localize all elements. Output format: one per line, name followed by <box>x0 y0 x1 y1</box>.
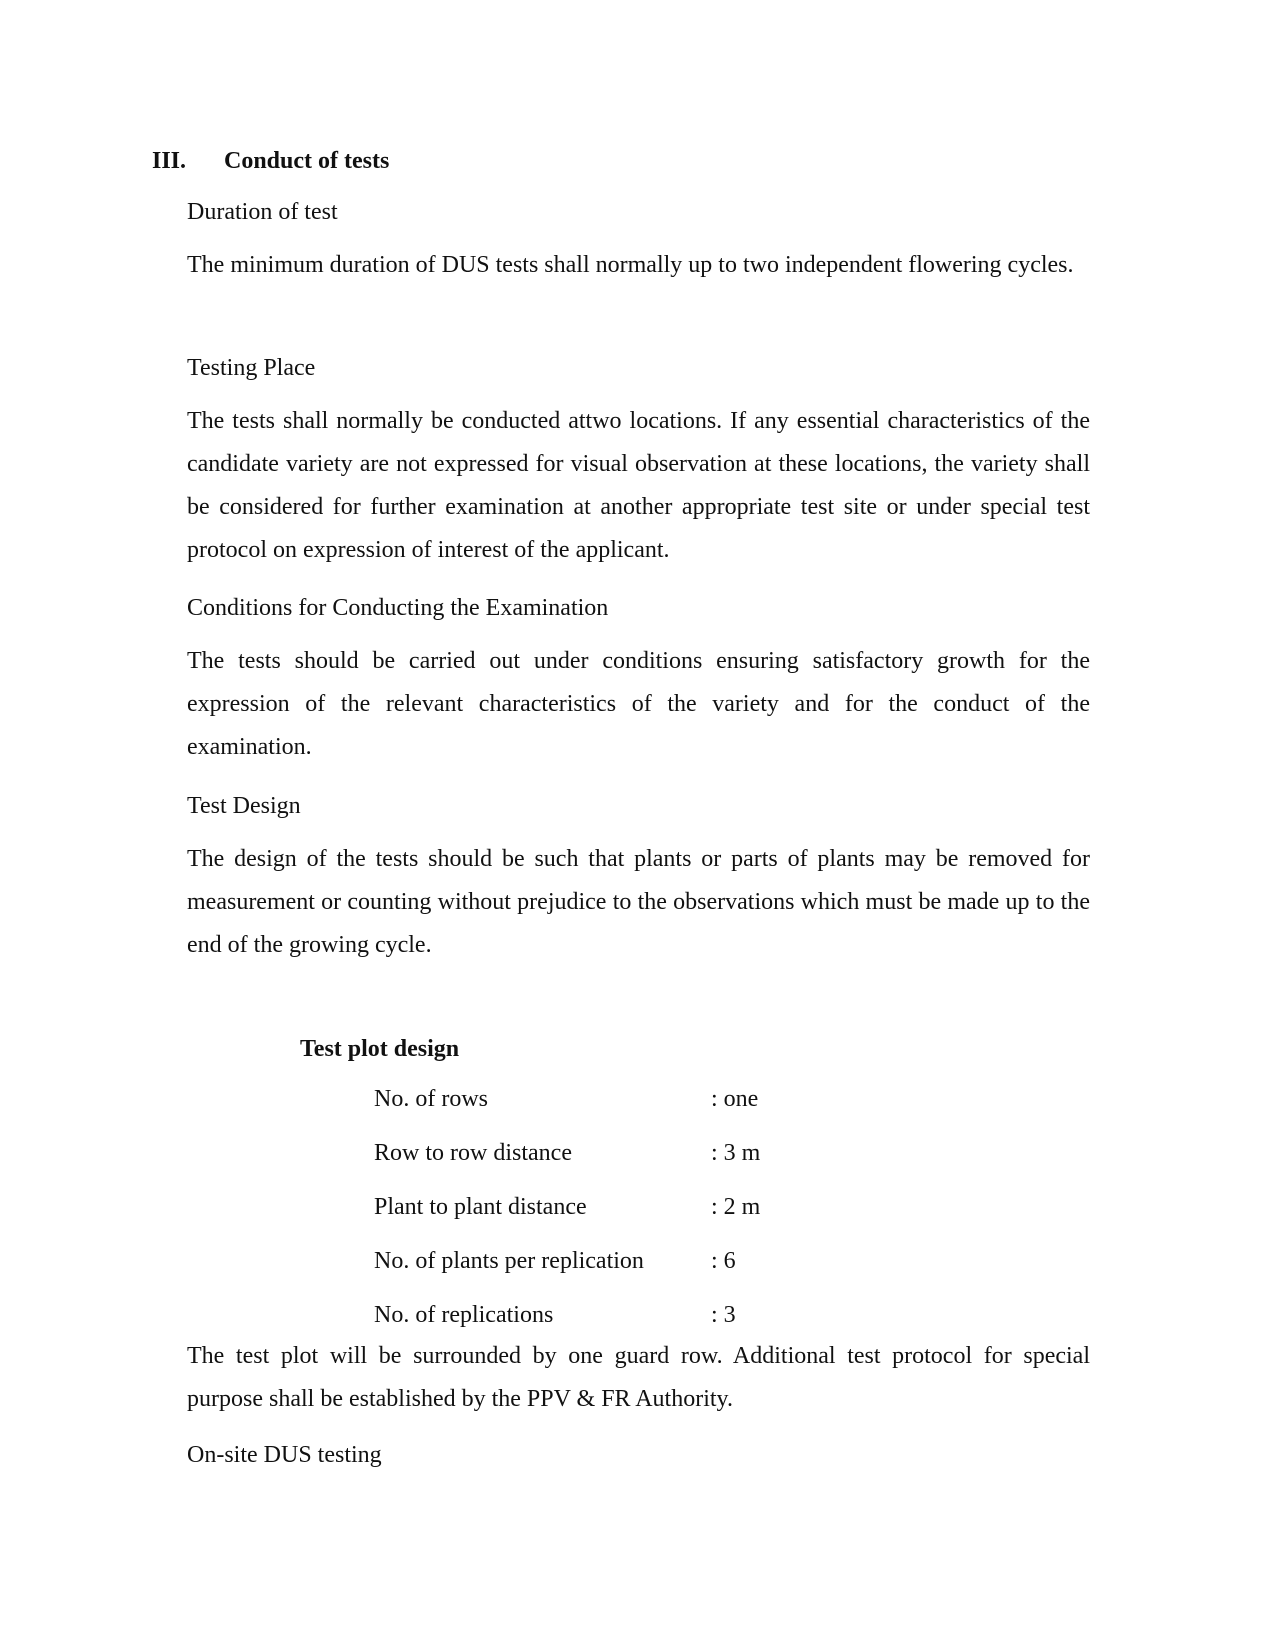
plot-value: : 3 <box>711 1302 736 1328</box>
conditions-paragraph: The tests should be carried out under conditions ensuring satisfactory growth for the expression of the relevant characteristics of the variety and for the conduct of the examination. <box>187 648 1090 760</box>
plot-row-row-distance <box>374 1140 794 1194</box>
testing-place-paragraph: The tests shall normally be conducted attwo locations. If any essential characteristics of the candidate variety are not expressed for visual observation at these locations, the variety shall be considered for further examination at another appropriate test site or under special test protocol on expression of interest of the applicant. <box>187 408 1090 563</box>
plot-label: No. of rows <box>374 1086 488 1112</box>
test-design-heading: Test Design <box>187 793 301 819</box>
plot-value: : 6 <box>711 1248 736 1274</box>
plot-label: No. of plants per replication <box>374 1248 644 1274</box>
testing-place-heading: Testing Place <box>187 355 316 381</box>
test-plot-table <box>374 1086 794 1356</box>
conditions-heading: Conditions for Conducting the Examination <box>187 595 609 621</box>
plot-row-plants-per-replication <box>374 1248 794 1302</box>
duration-heading: Duration of test <box>187 199 338 225</box>
section-title: Conduct of tests <box>224 148 390 174</box>
duration-paragraph: The minimum duration of DUS tests shall normally up to two independent flowering cycles. <box>187 252 1074 278</box>
section-heading <box>152 148 389 175</box>
section-number: III. <box>152 148 187 174</box>
plot-label: Plant to plant distance <box>374 1194 587 1220</box>
test-plot-title: Test plot design <box>300 1036 460 1062</box>
guard-row-paragraph: The test plot will be surrounded by one guard row. Additional test protocol for special purpose shall be established by the PPV & FR Authority. <box>187 1343 1090 1412</box>
plot-label: No. of replications <box>374 1302 554 1328</box>
plot-value: : one <box>711 1086 759 1112</box>
plot-label: Row to row distance <box>374 1140 572 1166</box>
plot-value: : 3 m <box>711 1140 761 1166</box>
plot-value: : 2 m <box>711 1194 761 1220</box>
onsite-heading: On-site DUS testing <box>187 1442 382 1468</box>
plot-row-rows <box>374 1086 794 1140</box>
plot-row-plant-distance <box>374 1194 794 1248</box>
test-design-paragraph: The design of the tests should be such that plants or parts of plants may be removed for measurement or counting without prejudice to the observations which must be made up to the end of the growing cycle. <box>187 846 1090 958</box>
